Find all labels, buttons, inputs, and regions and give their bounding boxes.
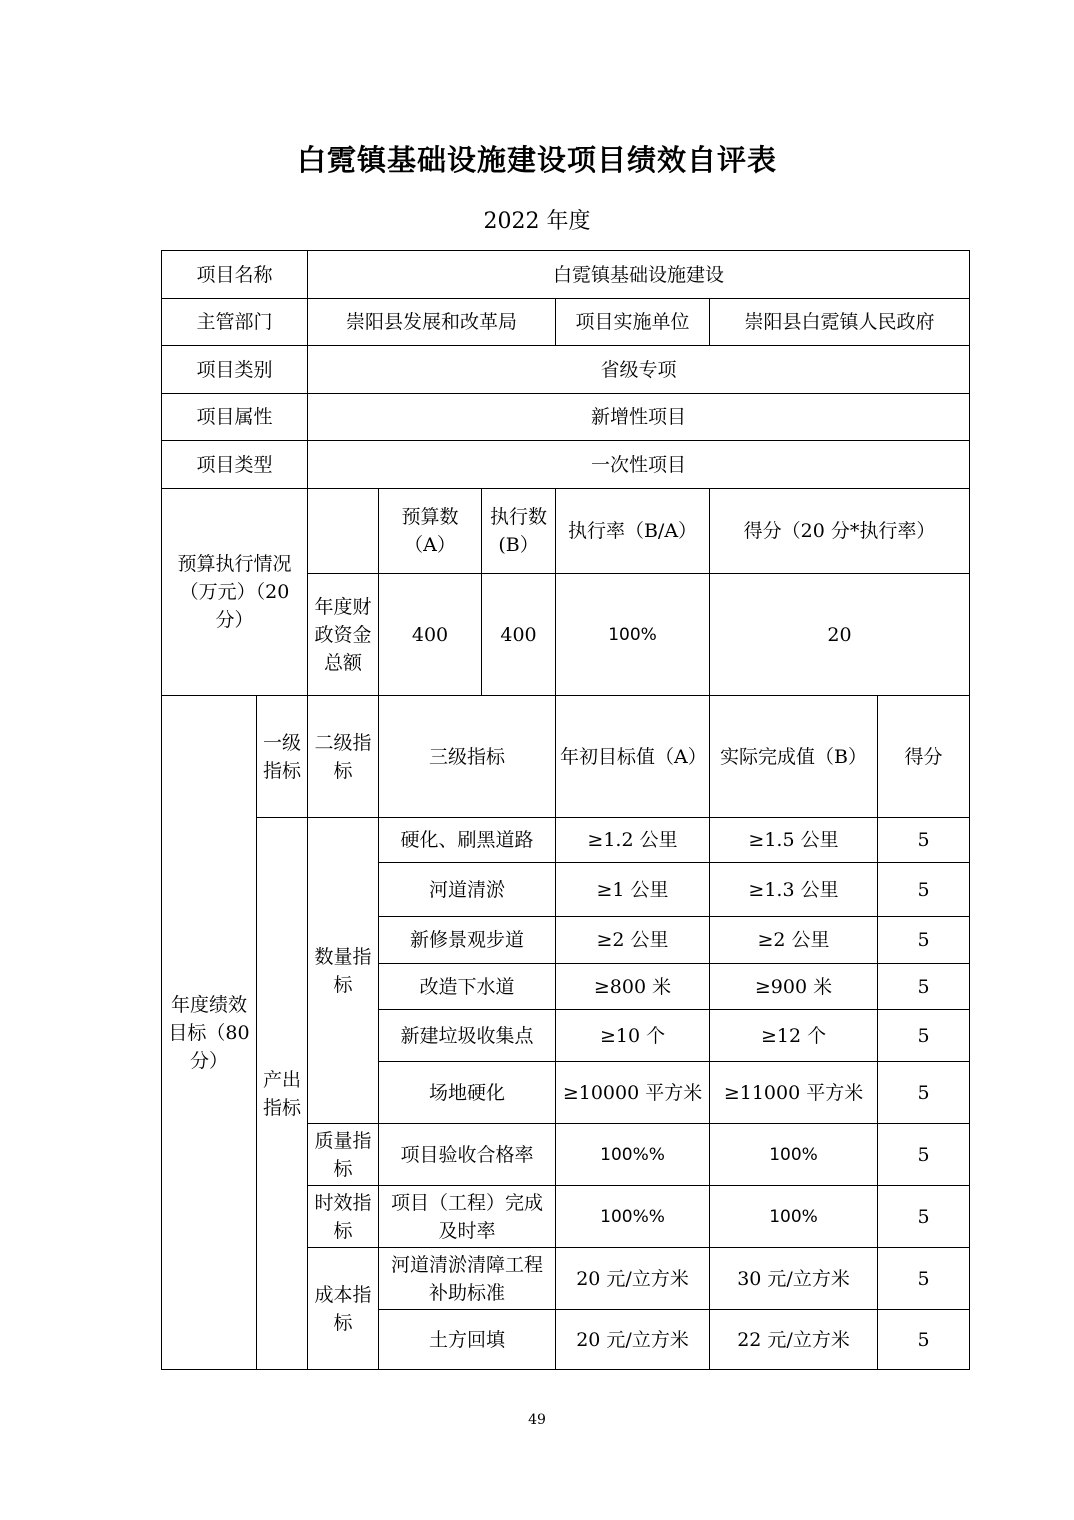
type-label: 项目类型 [162,441,308,489]
indicator-name: 场地硬化 [379,1062,556,1124]
indicator-name: 河道清淤清障工程补助标准 [379,1248,556,1310]
exec-value: 400 [482,574,556,696]
performance-table [161,250,970,1370]
row-project-name [162,251,970,299]
group-cost: 成本指标 [308,1248,379,1370]
budget-value: 400 [379,574,482,696]
indicator-actual: ≥1.5 公里 [710,818,878,863]
header-level3: 三级指标 [379,696,556,818]
group-timeliness: 时效指标 [308,1186,379,1248]
category-label: 项目类别 [162,346,308,394]
budget-score-value: 20 [710,574,970,696]
group-quality: 质量指标 [308,1124,379,1186]
indicator-target: 20 元/立方米 [556,1310,710,1370]
header-actual: 实际完成值（B） [710,696,878,818]
indicator-score: 5 [878,964,970,1010]
dept-value: 崇阳县发展和改革局 [308,299,556,346]
indicator-target: 100%% [556,1186,710,1248]
level1-output: 产出指标 [257,818,308,1370]
header-level2: 二级指标 [308,696,379,818]
budget-section-label: 预算执行情况（万元）（20 分） [162,489,308,696]
indicator-name: 项目（工程）完成及时率 [379,1186,556,1248]
indicator-score: 5 [878,1186,970,1248]
indicator-target: ≥1 公里 [556,863,710,917]
dept-label: 主管部门 [162,299,308,346]
indicator-actual: ≥900 米 [710,964,878,1010]
indicator-actual: 22 元/立方米 [710,1310,878,1370]
indicator-name: 河道清淤 [379,863,556,917]
indicator-actual: ≥1.3 公里 [710,863,878,917]
budget-row-label: 年度财政资金总额 [308,574,379,696]
indicator-name: 新修景观步道 [379,917,556,964]
year-subtitle: 2022 年度 [483,209,591,234]
indicator-name: 硬化、刷黑道路 [379,818,556,863]
impl-label: 项目实施单位 [556,299,710,346]
indicator-target: ≥1.2 公里 [556,818,710,863]
indicator-target: 20 元/立方米 [556,1248,710,1310]
header-target: 年初目标值（A） [556,696,710,818]
indicator-score: 5 [878,917,970,964]
project-name-value: 白霓镇基础设施建设 [308,251,970,299]
row-department [162,299,970,346]
attribute-label: 项目属性 [162,394,308,441]
impl-value: 崇阳县白霓镇人民政府 [710,299,970,346]
header-score: 得分 [878,696,970,818]
row-attribute [162,394,970,441]
rate-value: 100% [556,574,710,696]
budget-col-exec: 执行数(B） [482,489,556,574]
indicator-score: 5 [878,818,970,863]
budget-col-budget: 预算数（A） [379,489,482,574]
indicator-score: 5 [878,1124,970,1186]
performance-section-label: 年度绩效目标（80 分） [162,696,257,1370]
indicator-score: 5 [878,863,970,917]
indicator-score: 5 [878,1010,970,1062]
indicator-score: 5 [878,1062,970,1124]
indicator-name: 新建垃圾收集点 [379,1010,556,1062]
indicator-actual: ≥12 个 [710,1010,878,1062]
page-number: 49 [528,1412,546,1428]
indicator-name: 项目验收合格率 [379,1124,556,1186]
category-value: 省级专项 [308,346,970,394]
project-name-label: 项目名称 [162,251,308,299]
attribute-value: 新增性项目 [308,394,970,441]
row-type [162,441,970,489]
indicator-actual: ≥2 公里 [710,917,878,964]
row-budget-header [162,489,970,574]
budget-col-rate: 执行率（B/A） [556,489,710,574]
indicator-actual: 100% [710,1124,878,1186]
indicator-target: ≥10 个 [556,1010,710,1062]
page-title: 白霓镇基础设施建设项目绩效自评表 [296,143,777,177]
budget-header-blank [308,489,379,574]
indicator-actual: 30 元/立方米 [710,1248,878,1310]
indicator-name: 改造下水道 [379,964,556,1010]
group-quantity: 数量指标 [308,818,379,1124]
indicator-name: 土方回填 [379,1310,556,1370]
row-category [162,346,970,394]
indicator-target: ≥10000 平方米 [556,1062,710,1124]
row-performance-header [162,696,970,818]
header-level1: 一级指标 [257,696,308,818]
type-value: 一次性项目 [308,441,970,489]
indicator-target: 100%% [556,1124,710,1186]
table-row [162,818,970,863]
budget-col-score: 得分（20 分*执行率） [710,489,970,574]
indicator-score: 5 [878,1248,970,1310]
indicator-score: 5 [878,1310,970,1370]
indicator-target: ≥2 公里 [556,917,710,964]
indicator-actual: 100% [710,1186,878,1248]
indicator-target: ≥800 米 [556,964,710,1010]
indicator-actual: ≥11000 平方米 [710,1062,878,1124]
